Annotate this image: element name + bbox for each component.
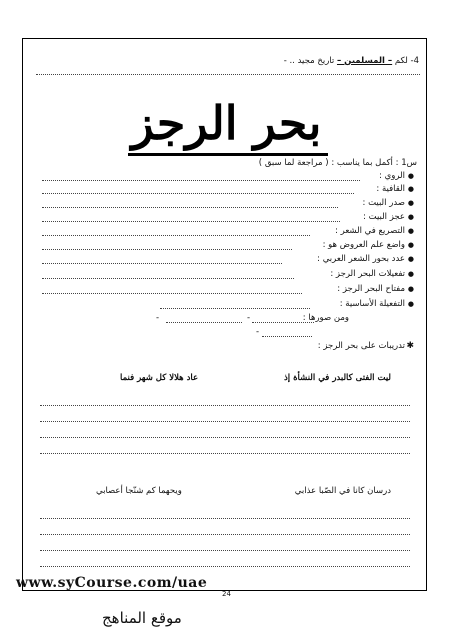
list-item-ajz: عجز البيت : [363,212,405,222]
title-underline [128,153,328,156]
list-item-sadr: صدر البيت : [362,198,405,208]
intro-number: 4- [410,56,419,66]
footer-site-name: موقع المناهج [102,609,182,627]
bullet: ● [407,172,414,180]
answer-line [262,336,312,337]
answer-line [40,405,410,406]
answer-line [40,453,410,454]
page-number: 24 [222,590,231,598]
dash-separator: - [256,327,260,337]
verse2-second-half: ويحهما كم شنّجا أعصابي [96,486,182,496]
answer-line [40,534,410,535]
bullet: ● [407,300,414,308]
bullet: ● [407,213,414,221]
page-title: بحر الرجز [131,96,322,150]
list-item-tasree: التصريع في الشعر : [335,226,405,236]
bullet: ● [407,241,414,249]
answer-line [42,221,340,222]
list-item-qafiya: القافية : [376,184,405,194]
intro-line [284,56,419,66]
answer-line [42,249,292,250]
intro-suffix: تاريخ مجيد .. - [283,56,335,66]
answer-line [40,421,410,422]
answer-line [40,566,410,567]
intro-prefix: لكم [394,56,408,66]
answer-line [252,322,314,323]
list-item-suwar: ومن صورها : [302,313,349,323]
star-bullet: ✱ [406,341,414,351]
answer-line [40,550,410,551]
list-item-tafeelat: تفعيلات البحر الرجز : [330,269,405,279]
answer-line [166,322,242,323]
list-item-rawi: الروي : [379,171,405,181]
answer-line [42,293,302,294]
answer-line [42,193,354,194]
answer-line [42,235,310,236]
answer-line [40,518,410,519]
bullet: ● [407,255,414,263]
answer-line [36,74,420,75]
verse1-first-half: ليت الفتى كالبدر في النشأة إذ [284,373,391,383]
answer-line [42,180,360,181]
intro-underlined: – المسلمين – [336,56,393,66]
verse1-second-half: عاد هلالا كل شهر فنما [120,373,199,383]
answer-line [42,207,338,208]
verse2-first-half: درسان كانا في الصّبا عذابي [294,486,391,496]
list-item-asasiya: التفعيلة الأساسية : [339,299,405,309]
dash-separator: - [247,313,251,323]
answer-line [42,263,282,264]
bullet: ● [407,185,414,193]
bullet: ● [407,270,414,278]
answer-line [40,437,410,438]
dash-separator: - [156,313,160,323]
list-item-miftah: مفتاح البحر الرجز : [337,284,405,294]
exercise-heading: تدريبات على بحر الرجز : [317,341,405,351]
answer-line [42,278,294,279]
answer-line [160,308,310,309]
bullet: ● [407,199,414,207]
bullet: ● [407,227,414,235]
list-item-buhoor: عدد بحور الشعر العربي : [317,254,405,264]
footer-url[interactable]: www.syCourse.com/uae [16,575,208,591]
bullet: ● [407,285,414,293]
question-1: س1 : أكمل بما يناسب : ( مراجعة لما سبق ) [258,158,417,168]
list-item-arood: واضع علم العروض هو : [322,240,405,250]
